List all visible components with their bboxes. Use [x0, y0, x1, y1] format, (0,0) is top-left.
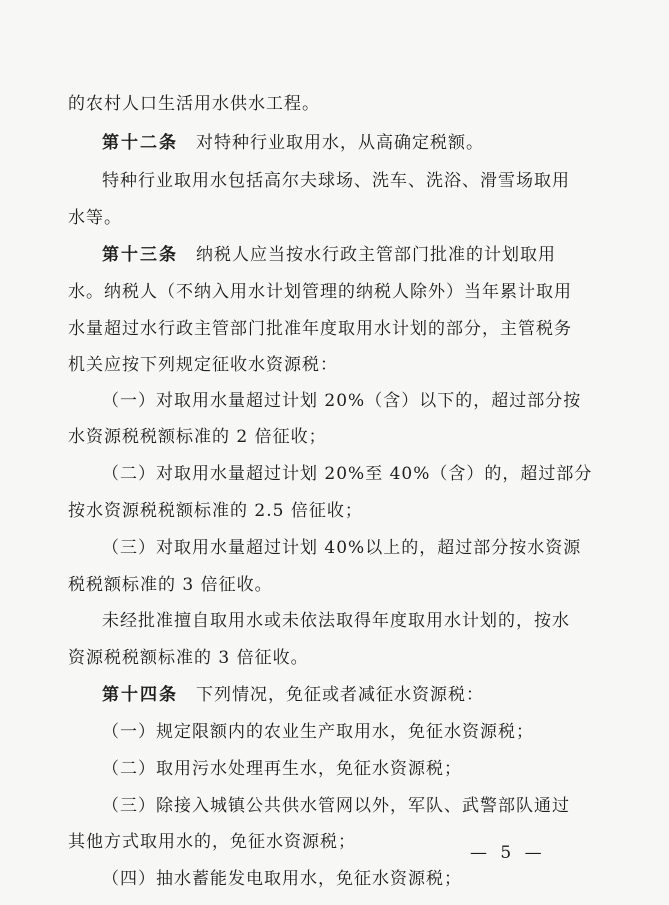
- line-text: 水资源税税额标准的 2 倍征收；: [68, 427, 327, 447]
- text-line: [0, 422, 669, 452]
- article-13-heading: [0, 240, 669, 270]
- line-text: 水等。: [68, 208, 122, 228]
- line-text: （四）抽水蓄能发电取用水，免征水资源税；: [102, 869, 462, 889]
- text-line: [0, 203, 669, 233]
- line-text: （三）除接入城镇公共供水管网以外，军队、武警部队通过: [102, 796, 570, 816]
- article-number: 第十二条: [102, 133, 178, 153]
- line-text: 水量超过水行政主管部门批准年度取用水计划的部分，主管税务: [68, 319, 572, 339]
- line-text: 对特种行业取用水，从高确定税额。: [178, 133, 484, 153]
- text-line: [0, 791, 669, 821]
- article-number: 第十三条: [102, 245, 178, 265]
- line-text: 按水资源税税额标准的 2.5 倍征收；: [68, 501, 363, 521]
- line-text: （二）取用污水处理再生水，免征水资源税；: [102, 759, 462, 779]
- text-line: [0, 864, 669, 894]
- text-line: [0, 606, 669, 636]
- line-text: 机关应按下列规定征收水资源税：: [68, 355, 338, 375]
- text-line: [0, 459, 669, 489]
- line-text: 下列情况，免征或者减征水资源税：: [178, 685, 484, 705]
- line-text: 未经批准擅自取用水或未依法取得年度取用水计划的，按水: [102, 611, 570, 631]
- article-14-heading: [0, 680, 669, 710]
- line-text: （二）对取用水量超过计划 20%至 40%（含）的，超过部分: [102, 464, 593, 484]
- text-line: [0, 496, 669, 526]
- line-text: 特种行业取用水包括高尔夫球场、洗车、洗浴、滑雪场取用: [102, 171, 570, 191]
- line-text: （一）规定限额内的农业生产取用水，免征水资源税；: [102, 722, 534, 742]
- line-text: 资源税税额标准的 3 倍征收。: [68, 648, 309, 668]
- text-line: [0, 717, 669, 747]
- text-line: [0, 314, 669, 344]
- text-line: [0, 827, 669, 857]
- line-text: 的农村人口生活用水供水工程。: [68, 94, 320, 114]
- line-text: （一）对取用水量超过计划 20%（含）以下的，超过部分按: [102, 391, 582, 411]
- text-line: [0, 533, 669, 563]
- text-line: [0, 277, 669, 307]
- text-line: [0, 754, 669, 784]
- text-line: [0, 350, 669, 380]
- line-text: 其他方式取用水的，免征水资源税；: [68, 832, 356, 852]
- text-line: [0, 89, 669, 119]
- page-number: — 5 —: [470, 843, 546, 863]
- line-text: （三）对取用水量超过计划 40%以上的，超过部分按水资源: [102, 538, 582, 558]
- text-line: [0, 386, 669, 416]
- article-12-heading: [0, 128, 669, 158]
- line-text: 税税额标准的 3 倍征收。: [68, 575, 273, 595]
- text-line: [0, 166, 669, 196]
- text-line: [0, 643, 669, 673]
- text-line: [0, 570, 669, 600]
- article-number: 第十四条: [102, 685, 178, 705]
- line-text: 水。纳税人（不纳入用水计划管理的纳税人除外）当年累计取用: [68, 282, 572, 302]
- line-text: 纳税人应当按水行政主管部门批准的计划取用: [178, 245, 556, 265]
